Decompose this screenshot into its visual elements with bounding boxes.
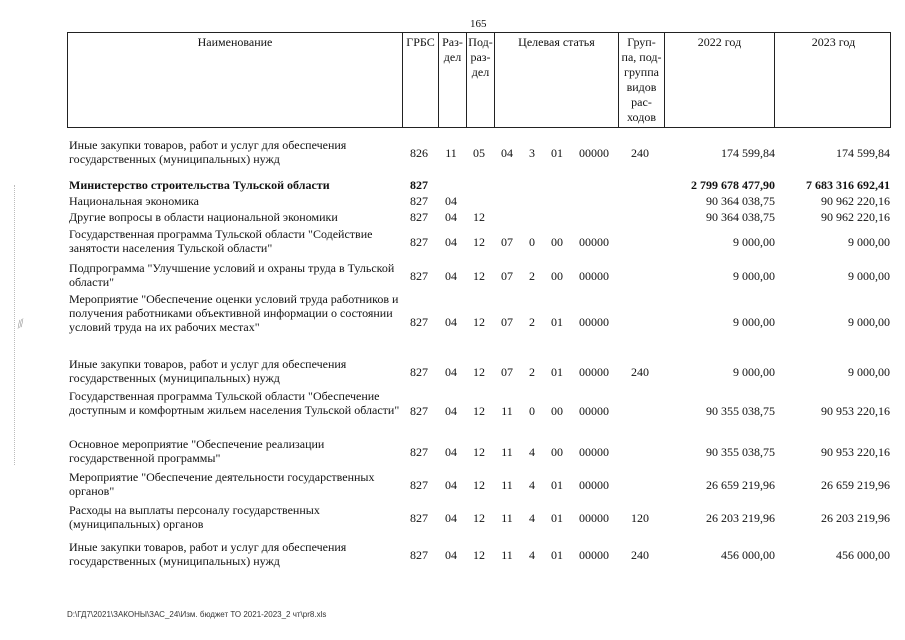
- margin-mark: ⁄⁄⁄: [15, 317, 26, 331]
- cell-t2: 4: [529, 511, 535, 525]
- cell-grbs: 827: [410, 210, 428, 224]
- cell-t1: 07: [501, 235, 513, 249]
- cell-v2023: 9 000,00: [848, 235, 890, 249]
- table-row: [67, 503, 891, 533]
- margin-dots: [14, 185, 17, 465]
- header-2022: 2022 год: [664, 33, 774, 127]
- row-name: Иные закупки товаров, работ и услуг для обеспечения государственных (муниципальных) нужд: [69, 138, 347, 166]
- cell-t4: 00000: [579, 404, 609, 418]
- row-name: Министерство строительства Тульской области: [69, 178, 330, 192]
- table-row: [67, 540, 891, 570]
- cell-t2: 4: [529, 548, 535, 562]
- cell-pr: 12: [473, 478, 485, 492]
- cell-rz: 04: [445, 315, 457, 329]
- cell-t1: 07: [501, 315, 513, 329]
- cell-grbs: 826: [410, 146, 428, 160]
- cell-pr: 05: [473, 146, 485, 160]
- cell-v2022: 26 203 219,96: [706, 511, 775, 525]
- cell-t2: 2: [529, 365, 535, 379]
- row-name: Иные закупки товаров, работ и услуг для обеспечения государственных (муниципальных) нужд: [69, 357, 347, 385]
- cell-grbs: 827: [410, 478, 428, 492]
- table-row: [67, 210, 891, 224]
- cell-t4: 00000: [579, 269, 609, 283]
- cell-t4: 00000: [579, 315, 609, 329]
- cell-t2: 2: [529, 269, 535, 283]
- header-podrazdel: Под- раз- дел: [466, 33, 494, 127]
- cell-t2: 2: [529, 315, 535, 329]
- cell-vr: 240: [631, 365, 649, 379]
- cell-t2: 0: [529, 235, 535, 249]
- cell-v2022: 2 799 678 477,90: [691, 178, 775, 192]
- cell-rz: 04: [445, 511, 457, 525]
- cell-t3: 01: [551, 478, 563, 492]
- cell-v2022: 9 000,00: [733, 365, 775, 379]
- row-name: Подпрограмма "Улучшение условий и охраны труда в Тульской области": [69, 261, 395, 289]
- cell-grbs: 827: [410, 178, 428, 192]
- cell-v2023: 90 962 220,16: [821, 194, 890, 208]
- cell-v2022: 90 364 038,75: [706, 210, 775, 224]
- cell-t4: 00000: [579, 478, 609, 492]
- table-row: [67, 138, 891, 168]
- cell-v2022: 9 000,00: [733, 235, 775, 249]
- row-name: Мероприятие "Обеспечение деятельности государственных органов": [69, 470, 375, 498]
- cell-t4: 00000: [579, 235, 609, 249]
- cell-v2022: 456 000,00: [721, 548, 775, 562]
- table-row: [67, 194, 891, 208]
- table-row: [67, 261, 891, 291]
- cell-t2: 0: [529, 404, 535, 418]
- cell-grbs: 827: [410, 315, 428, 329]
- cell-v2023: 456 000,00: [836, 548, 890, 562]
- cell-v2023: 90 953 220,16: [821, 404, 890, 418]
- cell-rz: 04: [445, 404, 457, 418]
- cell-vr: 240: [631, 146, 649, 160]
- cell-pr: 12: [473, 210, 485, 224]
- cell-t1: 07: [501, 365, 513, 379]
- cell-v2022: 26 659 219,96: [706, 478, 775, 492]
- row-name: Другие вопросы в области национальной экономики: [69, 210, 338, 224]
- cell-t4: 00000: [579, 548, 609, 562]
- cell-t4: 00000: [579, 146, 609, 160]
- cell-rz: 04: [445, 210, 457, 224]
- cell-t4: 00000: [579, 365, 609, 379]
- header-grbs: ГРБС: [402, 33, 438, 127]
- cell-t3: 01: [551, 315, 563, 329]
- cell-t3: 00: [551, 235, 563, 249]
- cell-t4: 00000: [579, 445, 609, 459]
- cell-rz: 04: [445, 269, 457, 283]
- cell-pr: 12: [473, 269, 485, 283]
- cell-t1: 07: [501, 269, 513, 283]
- cell-v2023: 26 203 219,96: [821, 511, 890, 525]
- header-target: Целевая статья: [494, 33, 618, 127]
- table-row: [67, 470, 891, 500]
- page-number: 165: [470, 18, 487, 30]
- header-razdel: Раз- дел: [438, 33, 466, 127]
- cell-pr: 12: [473, 235, 485, 249]
- row-name: Государственная программа Тульской области "Обеспечение доступным и комфортным жильем населения Тульской области": [69, 389, 400, 417]
- cell-t1: 11: [501, 511, 513, 525]
- cell-v2022: 9 000,00: [733, 269, 775, 283]
- cell-t3: 01: [551, 511, 563, 525]
- cell-v2022: 90 364 038,75: [706, 194, 775, 208]
- cell-t1: 11: [501, 478, 513, 492]
- table-row: [67, 389, 891, 433]
- header-2023: 2023 год: [774, 33, 892, 127]
- cell-t4: 00000: [579, 511, 609, 525]
- cell-t3: 00: [551, 269, 563, 283]
- row-name: Национальная экономика: [69, 194, 199, 208]
- cell-v2023: 90 953 220,16: [821, 445, 890, 459]
- cell-pr: 12: [473, 445, 485, 459]
- cell-rz: 04: [445, 194, 457, 208]
- cell-v2022: 90 355 038,75: [706, 445, 775, 459]
- cell-v2023: 9 000,00: [848, 315, 890, 329]
- cell-t3: 01: [551, 548, 563, 562]
- footer-file-path: D:\ГД7\2021\ЗАКОНЫ\ЗАС_24\Изм. бюджет ТО 2021-2023_2 чт\pr8.xls: [67, 610, 327, 619]
- header-group: Груп- па, под- группа видов рас- ходов: [618, 33, 664, 127]
- header-name: Наименование: [197, 35, 273, 49]
- cell-t1: 04: [501, 146, 513, 160]
- cell-rz: 04: [445, 548, 457, 562]
- cell-grbs: 827: [410, 445, 428, 459]
- cell-vr: 120: [631, 511, 649, 525]
- cell-v2022: 9 000,00: [733, 315, 775, 329]
- cell-rz: 04: [445, 478, 457, 492]
- cell-grbs: 827: [410, 194, 428, 208]
- row-name: Мероприятие "Обеспечение оценки условий труда работников и получения работниками объективной информации о состоянии условий труда на их рабочих местах": [69, 292, 399, 334]
- cell-v2023: 26 659 219,96: [821, 478, 890, 492]
- cell-grbs: 827: [410, 548, 428, 562]
- cell-t1: 11: [501, 404, 513, 418]
- cell-rz: 04: [445, 365, 457, 379]
- cell-pr: 12: [473, 404, 485, 418]
- row-name: Расходы на выплаты персоналу государственных (муниципальных) органов: [69, 503, 320, 531]
- cell-v2022: 90 355 038,75: [706, 404, 775, 418]
- table-header: [67, 32, 891, 128]
- cell-pr: 12: [473, 315, 485, 329]
- cell-t2: 4: [529, 445, 535, 459]
- cell-grbs: 827: [410, 404, 428, 418]
- cell-v2023: 174 599,84: [836, 146, 890, 160]
- cell-rz: 11: [445, 146, 457, 160]
- cell-v2023: 90 962 220,16: [821, 210, 890, 224]
- cell-vr: 240: [631, 548, 649, 562]
- cell-rz: 04: [445, 235, 457, 249]
- cell-pr: 12: [473, 548, 485, 562]
- cell-t1: 11: [501, 548, 513, 562]
- table-row: [67, 227, 891, 257]
- cell-t3: 00: [551, 404, 563, 418]
- cell-v2022: 174 599,84: [721, 146, 775, 160]
- row-name: Иные закупки товаров, работ и услуг для обеспечения государственных (муниципальных) нужд: [69, 540, 347, 568]
- cell-v2023: 9 000,00: [848, 269, 890, 283]
- cell-v2023: 9 000,00: [848, 365, 890, 379]
- table-row: [67, 178, 891, 192]
- table-row: [67, 357, 891, 387]
- cell-grbs: 827: [410, 511, 428, 525]
- cell-pr: 12: [473, 511, 485, 525]
- cell-rz: 04: [445, 445, 457, 459]
- cell-grbs: 827: [410, 235, 428, 249]
- cell-t3: 01: [551, 146, 563, 160]
- table-row: [67, 292, 891, 352]
- cell-t1: 11: [501, 445, 513, 459]
- cell-v2023: 7 683 316 692,41: [806, 178, 890, 192]
- cell-t2: 4: [529, 478, 535, 492]
- cell-t2: 3: [529, 146, 535, 160]
- row-name: Государственная программа Тульской области "Содействие занятости населения Тульской области": [69, 227, 373, 255]
- row-name: Основное мероприятие "Обеспечение реализации государственной программы": [69, 437, 325, 465]
- table-row: [67, 437, 891, 467]
- cell-t3: 00: [551, 445, 563, 459]
- cell-grbs: 827: [410, 269, 428, 283]
- cell-pr: 12: [473, 365, 485, 379]
- cell-grbs: 827: [410, 365, 428, 379]
- cell-t3: 01: [551, 365, 563, 379]
